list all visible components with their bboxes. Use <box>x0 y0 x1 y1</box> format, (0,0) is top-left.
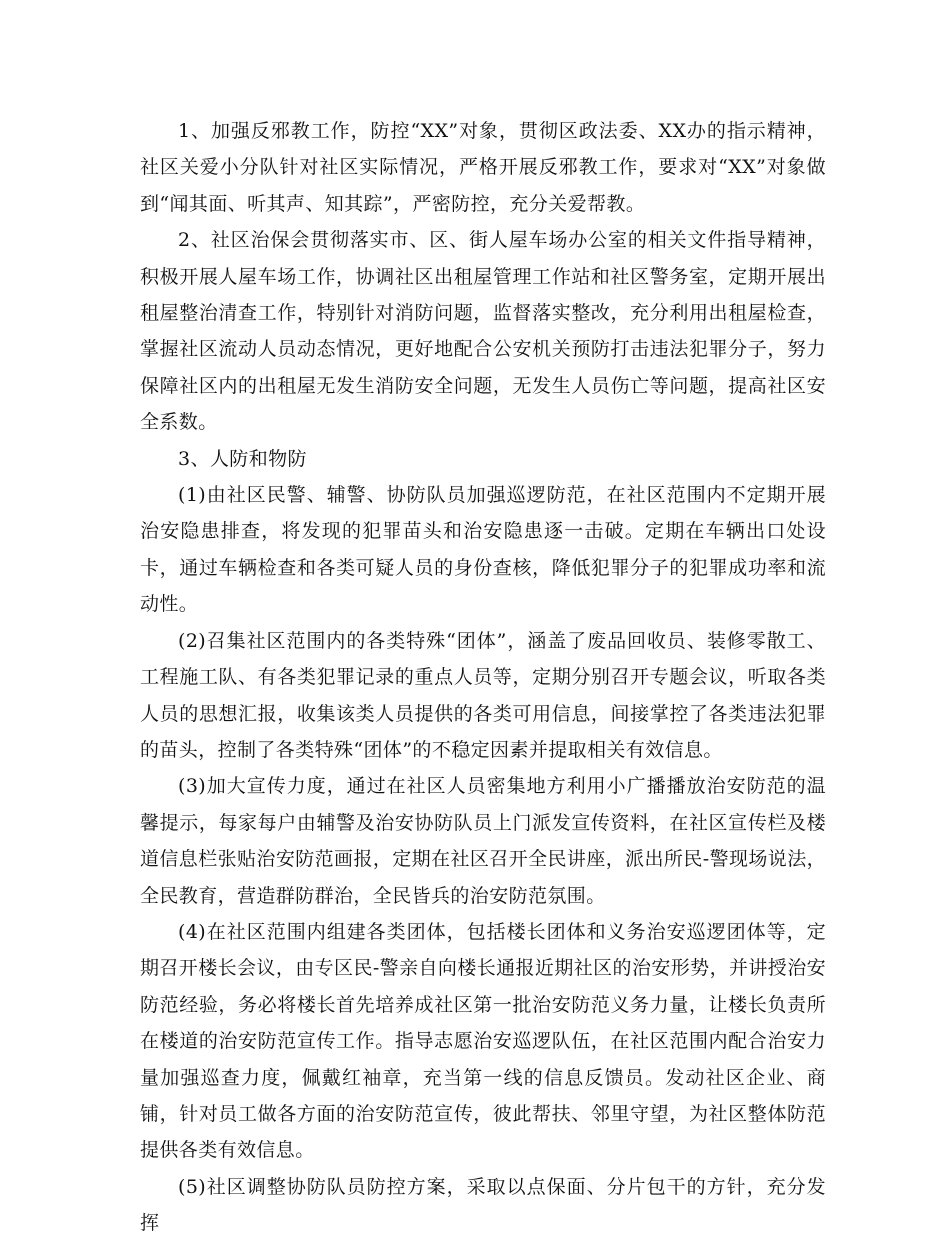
paragraph-item-5-adjust-plan: (5)社区调整协防队员防控方案，采取以点保面、分片包干的方针，充分发挥 <box>140 1175 826 1235</box>
paragraph-item-4-community-groups: (4)在社区范围内组建各类团体，包括楼长团体和义务治安巡逻团体等，定期召开楼长会议，由专区民-警亲自向楼长通报近期社区的治安形势，并讲授治安防范经验，务必将楼长首先培养成社区第一批治安防范义务力量，让楼长负责所在楼道的治安防范宣传工作。指导志愿治安巡逻队伍，在社区范围内配合治安力量加强巡查力度，佩戴红袖章，充当第一线的信息反馈员。发动社区企业、商铺，针对员工做各方面的治安防范宣传，彼此帮扶、邻里守望，为社区整体防范提供各类有效信息。 <box>140 920 826 1162</box>
paragraph-item-3-publicity: (3)加大宣传力度，通过在社区人员密集地方利用小广播播放治安防范的温馨提示，每家每户由辅警及治安协防队员上门派发宣传资料，在社区宣传栏及楼道信息栏张贴治安防范画报，定期在社区召开全民讲座，派出所民-警现场说法，全民教育，营造群防群治，全民皆兵的治安防范氛围。 <box>140 775 826 907</box>
paragraph-civil-and-physical-defense-heading: 3、人防和物防 <box>178 447 307 470</box>
paragraph-item-1-patrol: (1)由社区民警、辅警、协防队员加强巡逻防范，在社区范围内不定期开展治安隐患排查，将发现的犯罪苗头和治安隐患逐一击破。定期在车辆出口处设卡，通过车辆检查和各类可疑人员的身份查核，降低犯罪分子的犯罪成功率和流动性。 <box>140 484 826 616</box>
paragraph-anti-cult-work: 1、加强反邪教工作，防控“XX”对象，贯彻区政法委、XX办的指示精神，社区关爱小分队针对社区实际情况，严格开展反邪教工作，要求对“XX”对象做到“闻其面、听其声、知其踪”，严密防控，充分关爱帮教。 <box>140 120 826 215</box>
paragraph-item-2-special-groups: (2)召集社区范围内的各类特殊“团体”，涵盖了废品回收员、装修零散工、工程施工队、有各类犯罪记录的重点人员等，定期分别召开专题会议，听取各类人员的思想汇报，收集该类人员提供的各类可用信息，间接掌控了各类违法犯罪的苗头，控制了各类特殊“团体”的不稳定因素并提取相关有效信息。 <box>140 629 826 761</box>
document-body <box>140 113 826 1242</box>
paragraph-rental-housing-management: 2、社区治保会贯彻落实市、区、街人屋车场办公室的相关文件指导精神，积极开展人屋车场工作，协调社区出租屋管理工作站和社区警务室，定期开展出租屋整治清查工作，特别针对消防问题，监督落实整改，充分利用出租屋检查，掌握社区流动人员动态情况，更好地配合公安机关预防打击违法犯罪分子，努力保障社区内的出租屋无发生消防安全问题，无发生人员伤亡等问题，提高社区安全系数。 <box>140 229 826 434</box>
